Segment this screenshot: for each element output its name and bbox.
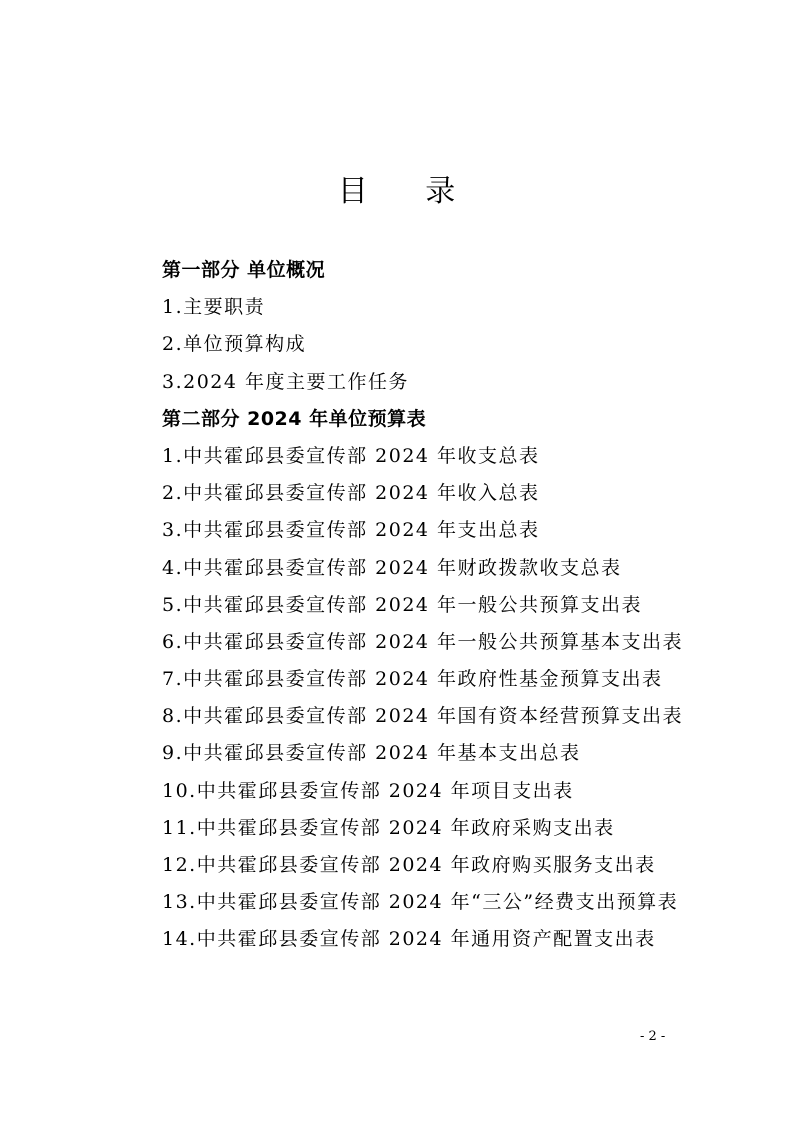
toc-item: 3.中共霍邱县委宣传部 2024 年支出总表: [162, 519, 540, 542]
toc-item: 11.中共霍邱县委宣传部 2024 年政府采购支出表: [162, 816, 615, 839]
table-of-contents: [162, 252, 722, 959]
toc-item: 4.中共霍邱县委宣传部 2024 年财政拨款收支总表: [162, 556, 622, 579]
toc-section-heading: 第二部分 2024 年单位预算表: [162, 407, 427, 430]
toc-item: 5.中共霍邱县委宣传部 2024 年一般公共预算支出表: [162, 593, 643, 616]
toc-item: 6.中共霍邱县委宣传部 2024 年一般公共预算基本支出表: [162, 630, 684, 653]
toc-item: 2.单位预算构成: [162, 333, 307, 356]
page-number: - 2 -: [640, 1029, 666, 1044]
toc-item: 14.中共霍邱县委宣传部 2024 年通用资产配置支出表: [162, 928, 656, 951]
toc-item: 12.中共霍邱县委宣传部 2024 年政府购买服务支出表: [162, 854, 656, 876]
toc-item: 7.中共霍邱县委宣传部 2024 年政府性基金预算支出表: [162, 668, 663, 691]
toc-item: 8.中共霍邱县委宣传部 2024 年国有资本经营预算支出表: [162, 705, 684, 728]
page-title: 目 录: [337, 174, 480, 209]
toc-item: 13.中共霍邱县委宣传部 2024 年“三公”经费支出预算表: [162, 891, 679, 914]
toc-item: 1.主要职责: [162, 296, 266, 319]
toc-item: 10.中共霍邱县委宣传部 2024 年项目支出表: [162, 779, 574, 802]
toc-item: 2.中共霍邱县委宣传部 2024 年收入总表: [162, 482, 540, 505]
toc-item: 1.中共霍邱县委宣传部 2024 年收支总表: [162, 444, 540, 467]
toc-section-heading: 第一部分 单位概况: [162, 259, 326, 281]
toc-item: 9.中共霍邱县委宣传部 2024 年基本支出总表: [162, 742, 581, 765]
toc-item: 3.2024 年度主要工作任务: [162, 370, 410, 393]
